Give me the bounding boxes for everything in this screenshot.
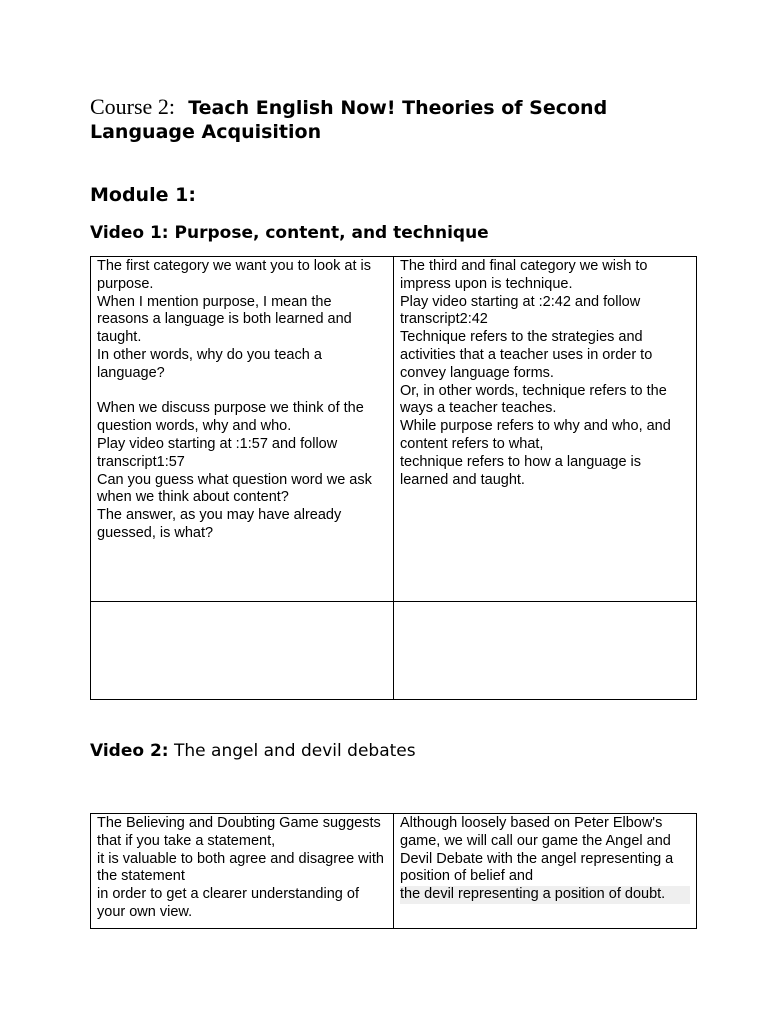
highlighted-transcript-line: the devil representing a position of doubt.	[400, 886, 690, 904]
video-2-right-cell	[394, 814, 697, 929]
module-title: Module 1:	[90, 184, 196, 206]
course-title	[90, 95, 700, 144]
video-1-right-cell	[394, 257, 697, 602]
video-2-title	[90, 740, 416, 762]
transcript-line: When we discuss purpose we think of the question words, why and who.	[97, 400, 364, 435]
transcript-line: The third and final category we wish to impress upon is technique.	[400, 258, 648, 292]
transcript-line: The answer, as you may have already guessed, is what?	[97, 507, 342, 541]
video-1-title: Video 1: Purpose, content, and technique	[90, 223, 489, 243]
transcript-line: Play video starting at :1:57 and follow transcript1:57	[97, 435, 338, 470]
video-1-table	[90, 256, 697, 700]
blank-line	[97, 383, 387, 401]
video-2-table	[90, 813, 697, 929]
table-row	[91, 257, 697, 602]
transcript-line: technique refers to how a language is learned and taught.	[400, 453, 642, 488]
transcript-line: The Believing and Doubting Game suggests that if you take a statement,	[97, 815, 381, 849]
transcript-line: The first category we want you to look at is purpose.	[97, 258, 372, 292]
transcript-line: When I mention purpose, I mean the reasons a language is both learned and taught.	[97, 293, 352, 346]
transcript-line: Can you guess what question word we ask when we think about content?	[97, 471, 372, 506]
video-2-left-cell	[91, 814, 394, 929]
video-2-label: Video 2:	[90, 741, 169, 761]
table-row	[91, 814, 697, 929]
transcript-line: Although loosely based on Peter Elbow's game, we will call our game the Angel and Devil Debate with the angel representing a position of belief and	[400, 815, 674, 885]
course-prefix: Course 2:	[90, 94, 175, 119]
table-row	[91, 602, 697, 700]
course-name: Teach English Now! Theories of Second Language Acquisition	[90, 97, 608, 143]
transcript-line: While purpose refers to why and who, and content refers to what,	[400, 418, 671, 452]
transcript-line: Play video starting at :2:42 and follow transcript2:42	[400, 293, 641, 328]
transcript-line: in order to get a clearer understanding of your own view.	[97, 886, 359, 920]
empty-cell	[91, 602, 394, 700]
video-2-name: The angel and devil debates	[174, 741, 416, 761]
transcript-line: Technique refers to the strategies and activities that a teacher uses in order to convey language forms.	[400, 329, 653, 381]
transcript-line: In other words, why do you teach a language?	[97, 346, 322, 381]
transcript-line: it is valuable to both agree and disagree with the statement	[97, 850, 384, 885]
transcript-line: Or, in other words, technique refers to the ways a teacher teaches.	[400, 382, 667, 417]
video-1-left-cell	[91, 257, 394, 602]
empty-cell	[394, 602, 697, 700]
